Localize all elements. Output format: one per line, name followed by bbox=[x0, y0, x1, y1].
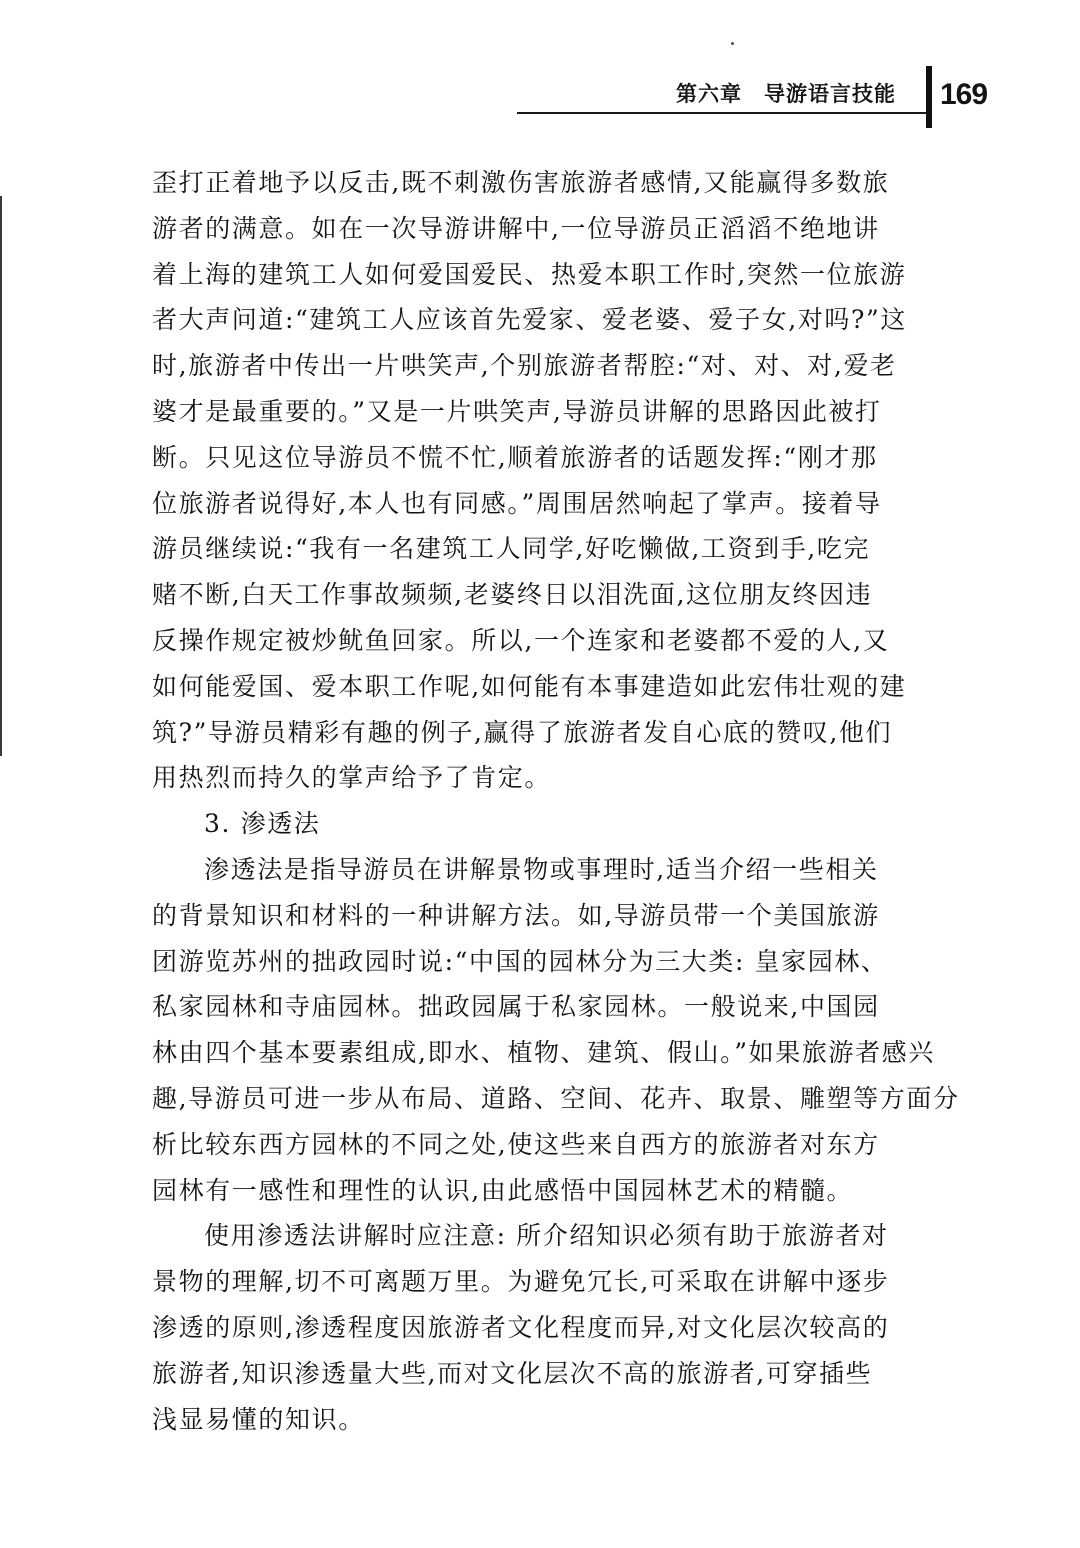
page-number: 169 bbox=[940, 78, 988, 111]
text-line: 用热烈而持久的掌声给予了肯定。 bbox=[152, 763, 552, 793]
scan-edge-line bbox=[0, 196, 2, 756]
running-header bbox=[0, 0, 1080, 140]
body-text bbox=[152, 160, 960, 1442]
text-line: 私家园林和寺庙园林。拙政园属于私家园林。一般说来,中国园 bbox=[152, 992, 880, 1022]
text-line: 断。只见这位导游员不慌不忙,顺着旅游者的话题发挥:“刚才那 bbox=[152, 442, 878, 472]
text-line: 景物的理解,切不可离题万里。为避免冗长,可采取在讲解中逐步 bbox=[152, 1267, 890, 1297]
text-line: 团游览苏州的拙政园时说:“中国的园林分为三大类: 皇家园林、 bbox=[152, 946, 888, 976]
text-line: 位旅游者说得好,本人也有同感。”周围居然响起了掌声。接着导 bbox=[152, 488, 882, 518]
text-line: 歪打正着地予以反击,既不刺激伤害旅游者感情,又能赢得多数旅 bbox=[152, 168, 890, 197]
text-line: 的背景知识和材料的一种讲解方法。如,导游员带一个美国旅游 bbox=[152, 900, 880, 930]
header-bar bbox=[926, 66, 932, 128]
chapter-title: 第六章 导游语言技能 bbox=[676, 82, 896, 106]
header-rule bbox=[517, 112, 927, 114]
text-line: 筑?”导游员精彩有趣的例子,赢得了旅游者发自心底的赞叹,他们 bbox=[152, 717, 893, 747]
text-line: 浅显易懂的知识。 bbox=[152, 1404, 365, 1434]
text-line: 趣,导游员可进一步从布局、道路、空间、花卉、取景、雕塑等方面分 bbox=[152, 1083, 960, 1113]
text-line: 园林有一感性和理性的认识,由此感悟中国园林艺术的精髓。 bbox=[152, 1175, 854, 1205]
paragraph-first-line: 渗透法是指导游员在讲解景物或事理时,适当介绍一些相关 bbox=[204, 854, 879, 884]
text-line: 如何能爱国、爱本职工作呢,如何能有本事建造如此宏伟壮观的建 bbox=[152, 671, 907, 701]
text-line: 者大声问道:“建筑工人应该首先爱家、爱老婆、爱子女,对吗?”这 bbox=[152, 305, 907, 335]
text-line: 游员继续说:“我有一名建筑工人同学,好吃懒做,工资到手,吃完 bbox=[152, 534, 871, 564]
text-line: 游者的满意。如在一次导游讲解中,一位导游员正滔滔不绝地讲 bbox=[152, 213, 880, 243]
scan-speck bbox=[731, 42, 734, 45]
text-line: 析比较东西方园林的不同之处,使这些来自西方的旅游者对东方 bbox=[152, 1129, 880, 1159]
text-line: 渗透的原则,渗透程度因旅游者文化程度而异,对文化层次较高的 bbox=[152, 1312, 890, 1342]
text-line: 着上海的建筑工人如何爱国爱民、热爱本职工作时,突然一位旅游 bbox=[152, 259, 907, 289]
text-line: 婆才是最重要的。”又是一片哄笑声,导游员讲解的思路因此被打 bbox=[152, 396, 882, 426]
text-line: 赌不断,白天工作事故频频,老婆终日以泪洗面,这位朋友终因违 bbox=[152, 580, 873, 610]
paragraph-first-line: 使用渗透法讲解时应注意: 所介绍知识必须有助于旅游者对 bbox=[204, 1221, 889, 1251]
text-line: 反操作规定被炒鱿鱼回家。所以,一个连家和老婆都不爱的人,又 bbox=[152, 625, 890, 655]
text-line: 时,旅游者中传出一片哄笑声,个别旅游者帮腔:“对、对、对,爱老 bbox=[152, 351, 897, 381]
text-line: 林由四个基本要素组成,即水、植物、建筑、假山。”如果旅游者感兴 bbox=[152, 1038, 935, 1068]
text-line: 旅游者,知识渗透量大些,而对文化层次不高的旅游者,可穿插些 bbox=[152, 1358, 873, 1388]
section-heading: 3. 渗透法 bbox=[204, 809, 321, 839]
